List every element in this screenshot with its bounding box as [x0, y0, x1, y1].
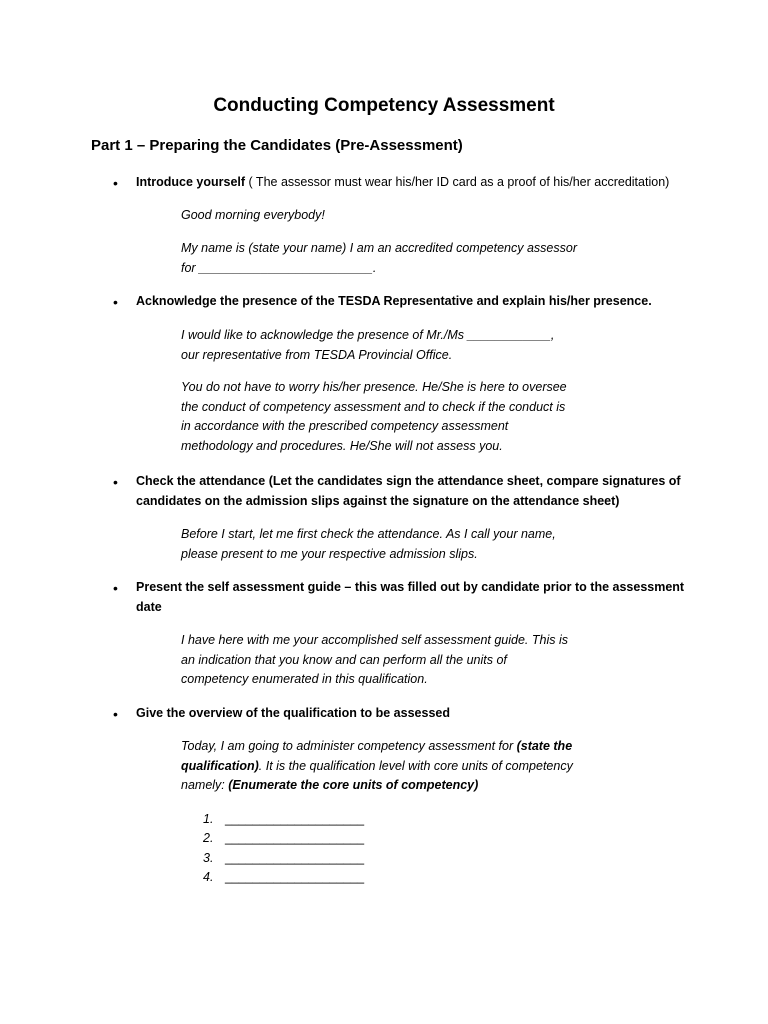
paragraph-line — [181, 757, 611, 777]
paragraph-line: Before I start, let me first check the attendance. As I call your name, — [181, 527, 556, 541]
introduce-greeting-line: Good morning everybody! — [181, 208, 325, 222]
attendance-heading-label: Check the attendance — [136, 474, 266, 488]
paragraph-line: methodology and procedures. He/She will not assess you. — [181, 438, 503, 453]
attendance-paragraph — [181, 525, 611, 564]
self-assessment-heading-line-2: date — [136, 599, 162, 614]
bullet-icon: • — [113, 474, 118, 490]
list-number: 3. — [203, 851, 214, 865]
attendance-note-line-2: candidates on the admission slips against the signature on the attendance sheet) — [136, 493, 620, 508]
paragraph-line: My name is (state your name) I am an accredited competency assessor — [181, 241, 577, 255]
list-number: 4. — [203, 870, 214, 884]
bullet-icon: • — [113, 706, 118, 722]
paragraph-line: I have here with me your accomplished self assessment guide. This is — [181, 633, 568, 647]
introduce-name-paragraph — [181, 239, 611, 278]
bullet-icon: • — [113, 580, 118, 596]
overview-heading-label: Give the overview of the qualification to be assessed — [136, 706, 450, 720]
section-attendance-heading — [136, 472, 696, 511]
overview-placeholder: (state the — [516, 739, 573, 753]
list-item — [203, 829, 364, 849]
paragraph-line: an indication that you know and can perform all the units of — [181, 652, 507, 667]
acknowledge-paragraph-1 — [181, 326, 611, 365]
attendance-note-line-1: (Let the candidates sign the attendance sheet, compare signatures of — [265, 474, 681, 488]
paragraph-line: please present to me your respective admission slips. — [181, 546, 478, 561]
bullet-icon: • — [113, 175, 118, 191]
paragraph-line: I would like to acknowledge the presence of Mr./Ms ____________, — [181, 328, 555, 342]
list-item — [203, 810, 364, 830]
introduce-heading-label: Introduce yourself — [136, 175, 246, 189]
list-blank: ____________________ — [225, 870, 365, 884]
acknowledge-paragraph-2 — [181, 378, 611, 456]
acknowledge-heading-label: Acknowledge the presence of the TESDA Representative and explain his/her presence. — [136, 294, 652, 308]
part-heading: Part 1 – Preparing the Candidates (Pre-Assessment) — [91, 137, 463, 154]
overview-paragraph — [181, 737, 611, 796]
introduce-note: ( The assessor must wear his/her ID card as a proof of his/her accreditation) — [245, 175, 670, 189]
paragraph-line: in accordance with the prescribed competency assessment — [181, 419, 509, 433]
list-item — [203, 868, 364, 888]
overview-text: namely: — [181, 778, 229, 792]
paragraph-line — [181, 776, 611, 796]
paragraph-line: You do not have to worry his/her presence. He/She is here to oversee — [181, 380, 567, 394]
list-number: 2. — [203, 831, 214, 845]
overview-placeholder: qualification) — [181, 758, 259, 773]
section-acknowledge-heading — [136, 292, 696, 312]
list-blank: ____________________ — [225, 831, 365, 845]
bullet-icon: • — [113, 294, 118, 310]
paragraph-line: the conduct of competency assessment and to check if the conduct is — [181, 399, 566, 414]
list-blank: ____________________ — [225, 812, 365, 826]
self-assessment-paragraph — [181, 631, 611, 690]
self-assessment-heading-line-1: Present the self assessment guide – this was filled out by candidate prior to the assessment — [136, 580, 685, 594]
introduce-greeting — [181, 206, 611, 226]
section-self-assessment-heading — [136, 578, 696, 617]
overview-text: . It is the qualification level with core units of competency — [258, 758, 573, 773]
paragraph-line: our representative from TESDA Provincial Office. — [181, 347, 453, 362]
overview-placeholder: (Enumerate the core units of competency) — [228, 778, 479, 792]
section-overview-heading — [136, 704, 696, 724]
document-title: Conducting Competency Assessment — [213, 95, 555, 116]
list-item — [203, 849, 364, 869]
list-number: 1. — [203, 812, 214, 826]
section-introduce-heading — [136, 173, 696, 193]
overview-text: Today, I am going to administer competency assessment for — [181, 739, 517, 753]
list-blank: ____________________ — [225, 851, 365, 865]
paragraph-line: for _________________________. — [181, 260, 377, 275]
paragraph-line — [181, 737, 611, 757]
paragraph-line: competency enumerated in this qualification. — [181, 672, 428, 686]
